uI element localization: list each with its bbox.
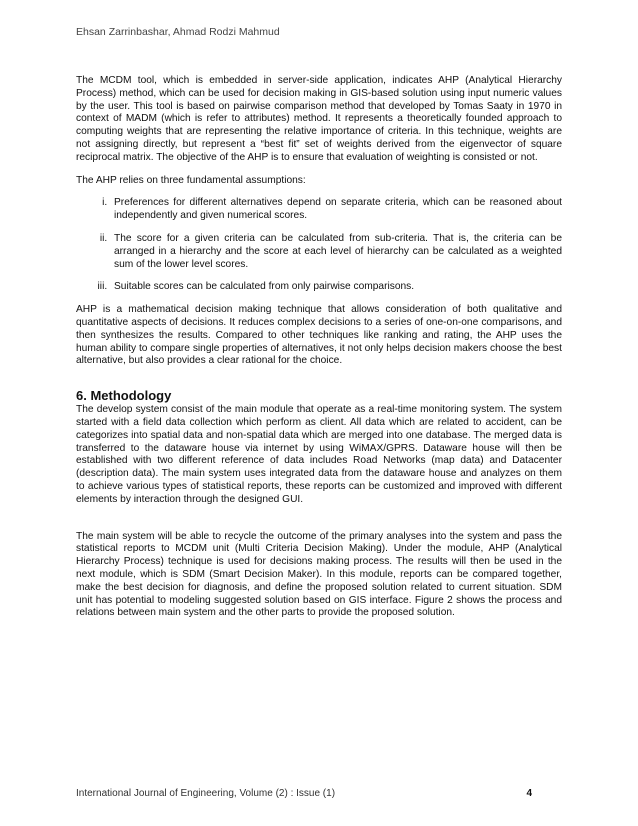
spacer	[76, 517, 562, 531]
page-footer	[76, 788, 562, 799]
paragraph-system-overview: The develop system consist of the main module that operate as a real-time monitoring system. The system started with a field data collection which perform as client. All data which are related to accident, can be categorizes into spatial data and non-spatial data which are merged into one database. The merged data is transferred to the dataware house via internet by using WiMAX/GPRS. Dataware house will then be established with two different reference of data includes Road Networks (map data) and Datacenter (description data). The main system uses integrated data from the dataware house and analyzes on them to achieve various types of statistical reports, these reports can be customized and improved with different elements by interaction through the designed GUI.	[76, 404, 562, 505]
assumptions-list	[76, 197, 562, 294]
list-item: iii. Suitable scores can be calculated from only pairwise comparisons.	[110, 281, 562, 294]
paragraph-mcdm-tool: The MCDM tool, which is embedded in server-side application, indicates AHP (Analytical Hierarchy Process) method, which can be used for decision making in GIS-based solution using input numeric values by the user. This tool is based on pairwise comparison method that developed by Tomas Saaty in 1970 in context of MADM (which is refer to attributes) method. It represents a theoretically founded approach to computing weights that are representing the relative importance of criteria. In this technique, weights are not assigning directly, but represent a “best fit” set of weights derived from the eigenvector of square reciprocal matrix. The objective of the AHP is to ensure that evaluation of weighting is consisted or not.	[76, 75, 562, 163]
list-item: ii. The score for a given criteria can be calculated from sub-criteria. That is, the criteria can be arranged in a hierarchy and the score at each level of hierarchy can be calculated as a weighted sum of the lower level scores.	[110, 233, 562, 271]
page-number: 4	[526, 788, 532, 799]
running-header: Ehsan Zarrinbashar, Ahmad Rodzi Mahmud	[76, 26, 280, 38]
paragraph-ahp-assumptions-intro: The AHP relies on three fundamental assumptions:	[76, 174, 306, 186]
section-heading-methodology: 6. Methodology	[76, 388, 172, 404]
list-item: i. Preferences for different alternatives depend on separate criteria, which can be reasoned about independently and given numerical scores.	[110, 197, 562, 223]
paragraph-ahp-technique: AHP is a mathematical decision making technique that allows consideration of both qualitative and quantitative aspects of decisions. It reduces complex decisions to a series of one-on-one comparisons, and then synthesizes the results. Compared to other techniques like ranking and rating, the AHP uses the human ability to compare single properties of alternatives, it not only helps decision makers choose the best alternative, but also provides a clear rational for the choice.	[76, 304, 562, 367]
page-body	[76, 75, 562, 630]
paragraph-main-system: The main system will be able to recycle the outcome of the primary analyses into the system and pass the statistical reports to MCDM unit (Multi Criteria Decision Making). Under the module, AHP (Analytical Hierarchy Process) technique is used for decisions making process. The results will then be used in the next module, which is SDM (Smart Decision Maker). In this module, reports can be compared together, make the best decision for diagnosis, and define the proposed solution related to current situation. SDM unit has potential to modeling suggested solution based on GIS interface. Figure 2 shows the process and relations between main system and the other parts to provide the proposed solution.	[76, 530, 562, 619]
journal-citation: International Journal of Engineering, Volume (2) : Issue (1)	[76, 788, 336, 799]
